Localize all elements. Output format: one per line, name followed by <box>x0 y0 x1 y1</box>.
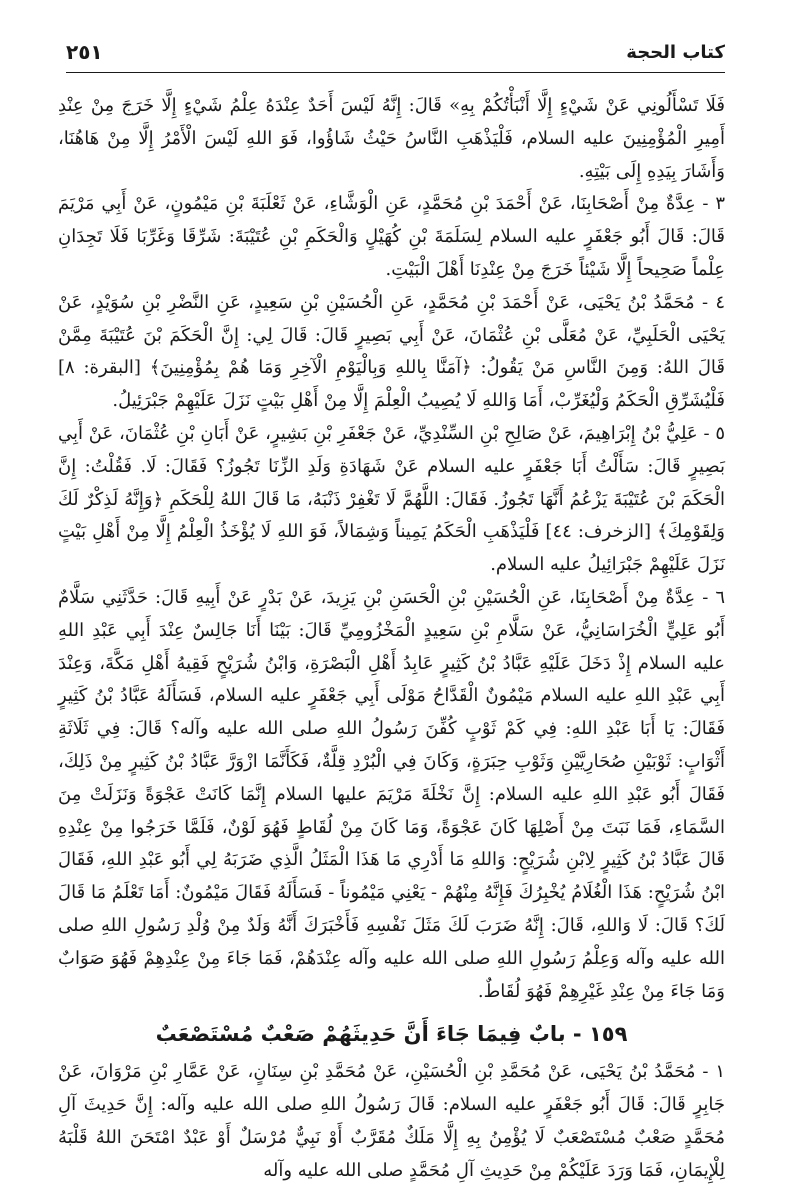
page-body <box>58 90 725 1188</box>
chapter-heading: ١٥٩ - بابٌ فِيمَا جَاءَ أَنَّ حَدِيثَهُمْ صَعْبٌ مُسْتَصْعَبٌ <box>155 1022 628 1047</box>
page-header <box>66 36 725 73</box>
hadith-3: ٣ - عِدَّةٌ مِنْ أَصْحَابِنَا، عَنْ أَحْمَدَ بْنِ مُحَمَّدٍ، عَنِ الْوَشَّاءِ، عَنْ ثَعْلَبَةَ بْنِ مَيْمُونٍ، عَنْ أَبِي مَرْيَمَ قَالَ: قَالَ أَبُو جَعْفَرٍ عليه السلام لِسَلَمَةَ بْنِ كُهَيْلٍ وَالْحَكَمِ بْنِ عُتَيْبَةَ: شَرِّقَا وَغَرِّبَا فَلَا تَجِدَانِ عِلْماً صَحِيحاً إِلَّا شَيْئاً خَرَجَ مِنْ عِنْدِنَا أَهْلَ الْبَيْتِ. <box>58 193 725 280</box>
hadith-6: ٦ - عِدَّةٌ مِنْ أَصْحَابِنَا، عَنِ الْحُسَيْنِ بْنِ الْحَسَنِ بْنِ يَزِيدَ، عَنْ بَدْرٍ عَنْ أَبِيهِ قَالَ: حَدَّثَنِي سَلَّامٌ أَبُو عَلِيٍّ الْخُرَاسَانِيُّ، عَنْ سَلَّامِ بْنِ سَعِيدٍ الْمَخْزُومِيِّ قَالَ: بَيْنَا أَنَا جَالِسٌ عِنْدَ أَبِي عَبْدِ اللهِ عليه السلام إِذْ دَخَلَ عَلَيْهِ عَبَّادُ بْنُ كَثِيرٍ عَابِدُ أَهْلِ الْبَصْرَةِ، وَابْنُ شُرَيْحٍ فَقِيهُ أَهْلِ مَكَّةَ، وَعِنْدَ أَبِي عَبْدِ اللهِ عليه السلام مَيْمُونٌ الْقَدَّاحُ مَوْلَى أَبِي جَعْفَرٍ عليه السلام، فَسَأَلَهُ عَبَّادُ بْنُ كَثِيرٍ فَقَالَ: يَا أَبَا عَبْدِ اللهِ: فِي كَمْ ثَوْبٍ كُفِّنَ رَسُولُ اللهِ صلى الله عليه وآله؟ قَالَ: فِي ثَلَاثَةِ أَثْوَابٍ: ثَوْبَيْنِ صُحَارِيَّيْنِ وَثَوْبِ حِبَرَةٍ، وَكَانَ فِي الْبُرْدِ قِلَّةٌ، فَكَأَنَّمَا ازْوَرَّ عَبَّادُ بْنُ كَثِيرٍ مِنْ ذَلِكَ، فَقَالَ أَبُو عَبْدِ اللهِ عليه السلام: إِنَّ نَخْلَةَ مَرْيَمَ عليها السلام إِنَّمَا كَانَتْ عَجْوَةً وَنَزَلَتْ مِنَ السَّمَاءِ، فَمَا نَبَتَ مِنْ أَصْلِهَا كَانَ عَجْوَةً، وَمَا كَانَ مِنْ لُقَاطٍ فَهُوَ لَوْنٌ، فَلَمَّا خَرَجُوا مِنْ عِنْدِهِ قَالَ عَبَّادُ بْنُ كَثِيرٍ لِابْنِ شُرَيْحٍ: وَاللهِ مَا أَدْرِي مَا هَذَا الْمَثَلُ الَّذِي ضَرَبَهُ لِي أَبُو عَبْدِ اللهِ، فَقَالَ ابْنُ شُرَيْحٍ: هَذَا الْغُلَامُ يُخْبِرُكَ فَإِنَّهُ مِنْهُمْ - يَعْنِي مَيْمُوناً - فَسَأَلَهُ فَقَالَ مَيْمُونٌ: أَمَا تَعْلَمُ مَا قَالَ لَكَ؟ قَالَ: لَا وَاللهِ، قَالَ: إِنَّهُ ضَرَبَ لَكَ مَثَلَ نَفْسِهِ فَأَخْبَرَكَ أَنَّهُ وَلَدٌ مِنْ وُلْدِ رَسُولِ اللهِ صلى الله عليه وآله وَعِلْمُ رَسُولِ اللهِ صلى الله عليه وآله عِنْدَهُمْ، فَمَا جَاءَ مِنْ عِنْدِهِمْ فَهُوَ صَوَابٌ وَمَا جَاءَ مِنْ عِنْدِ غَيْرِهِمْ فَهُوَ لُقَاطٌ. <box>58 586 725 1002</box>
hadith-5: ٥ - عَلِيُّ بْنُ إِبْرَاهِيمَ، عَنْ صَالِحِ بْنِ السِّنْدِيِّ، عَنْ جَعْفَرِ بْنِ بَشِيرٍ، عَنْ أَبَانِ بْنِ عُثْمَانَ، عَنْ أَبِي بَصِيرٍ قَالَ: سَأَلْتُ أَبَا جَعْفَرٍ عليه السلام عَنْ شَهَادَةِ وَلَدِ الزِّنَا تَجُوزُ؟ فَقَالَ: لَا. فَقُلْتُ: إِنَّ الْحَكَمَ بْنَ عُتَيْبَةَ يَزْعُمُ أَنَّهَا تَجُوزُ. فَقَالَ: اللَّهُمَّ لَا تَغْفِرْ ذَنْبَهُ، مَا قَالَ اللهُ لِلْحَكَمِ ﴿وَإِنَّهُ لَذِكْرٌ لَكَ وَلِقَوْمِكَ﴾ [الزخرف: ٤٤] فَلْيَذْهَبِ الْحَكَمُ يَمِيناً وَشِمَالاً، فَوَ اللهِ لَا يُؤْخَذُ الْعِلْمُ إِلَّا مِنْ أَهْلِ بَيْتٍ نَزَلَ عَلَيْهِمْ جَبْرَائِيلُ عليه السلام. <box>58 422 726 576</box>
running-title: كتاب الحجة <box>626 42 725 63</box>
hadith-4: ٤ - مُحَمَّدُ بْنُ يَحْيَى، عَنْ أَحْمَدَ بْنِ مُحَمَّدٍ، عَنِ الْحُسَيْنِ بْنِ سَعِيدٍ، عَنِ النَّضْرِ بْنِ سُوَيْدٍ، عَنْ يَحْيَى الْحَلَبِيِّ، عَنْ مُعَلَّى بْنِ عُثْمَانَ، عَنْ أَبِي بَصِيرٍ قَالَ: قَالَ لِي: إِنَّ الْحَكَمَ بْنَ عُتَيْبَةَ مِمَّنْ قَالَ اللهُ: وَمِنَ النَّاسِ مَنْ يَقُولُ: ﴿آمَنَّا بِاللهِ وَبِالْيَوْمِ الْآخِرِ وَمَا هُمْ بِمُؤْمِنِينَ﴾ [البقرة: ٨] فَلْيُشَرِّقِ الْحَكَمُ وَلْيُغَرِّبْ، أَمَا وَاللهِ لَا يُصِيبُ الْعِلْمَ إِلَّا مِنْ أَهْلِ بَيْتٍ نَزَلَ عَلَيْهِمْ جَبْرَئِيلُ. <box>58 291 725 412</box>
page-number: ٢٥١ <box>66 40 103 64</box>
paragraph-continuation: فَلَا تَسْأَلُونِي عَنْ شَيْءٍ إِلَّا أَنْبَأْتُكُمْ بِهِ» قَالَ: إِنَّهُ لَيْسَ أَحَدٌ عِنْدَهُ عِلْمُ شَيْءٍ إِلَّا خَرَجَ مِنْ عِنْدِ أَمِيرِ الْمُؤْمِنِينَ عليه السلام، فَلْيَذْهَبِ النَّاسُ حَيْثُ شَاؤُوا، فَوَ اللهِ لَيْسَ الْأَمْرُ إِلَّا مِنْ هَاهُنَا، وَأَشَارَ بِيَدِهِ إِلَى بَيْتِهِ. <box>58 95 725 182</box>
chapter-hadith-1: ١ - مُحَمَّدُ بْنُ يَحْيَى، عَنْ مُحَمَّدِ بْنِ الْحُسَيْنِ، عَنْ مُحَمَّدِ بْنِ سِنَانٍ، عَنْ عَمَّارِ بْنِ مَرْوَانَ، عَنْ جَابِرٍ قَالَ: قَالَ أَبُو جَعْفَرٍ عليه السلام: قَالَ رَسُولُ اللهِ صلى الله عليه وآله: إِنَّ حَدِيثَ آلِ مُحَمَّدٍ صَعْبٌ مُسْتَصْعَبٌ لَا يُؤْمِنُ بِهِ إِلَّا مَلَكٌ مُقَرَّبٌ أَوْ نَبِيٌّ مُرْسَلٌ أَوْ عَبْدٌ امْتَحَنَ اللهُ قَلْبَهُ لِلْإِيمَانِ، فَمَا وَرَدَ عَلَيْكُمْ مِنْ حَدِيثِ آلِ مُحَمَّدٍ صلى الله عليه وآله <box>58 1061 725 1181</box>
